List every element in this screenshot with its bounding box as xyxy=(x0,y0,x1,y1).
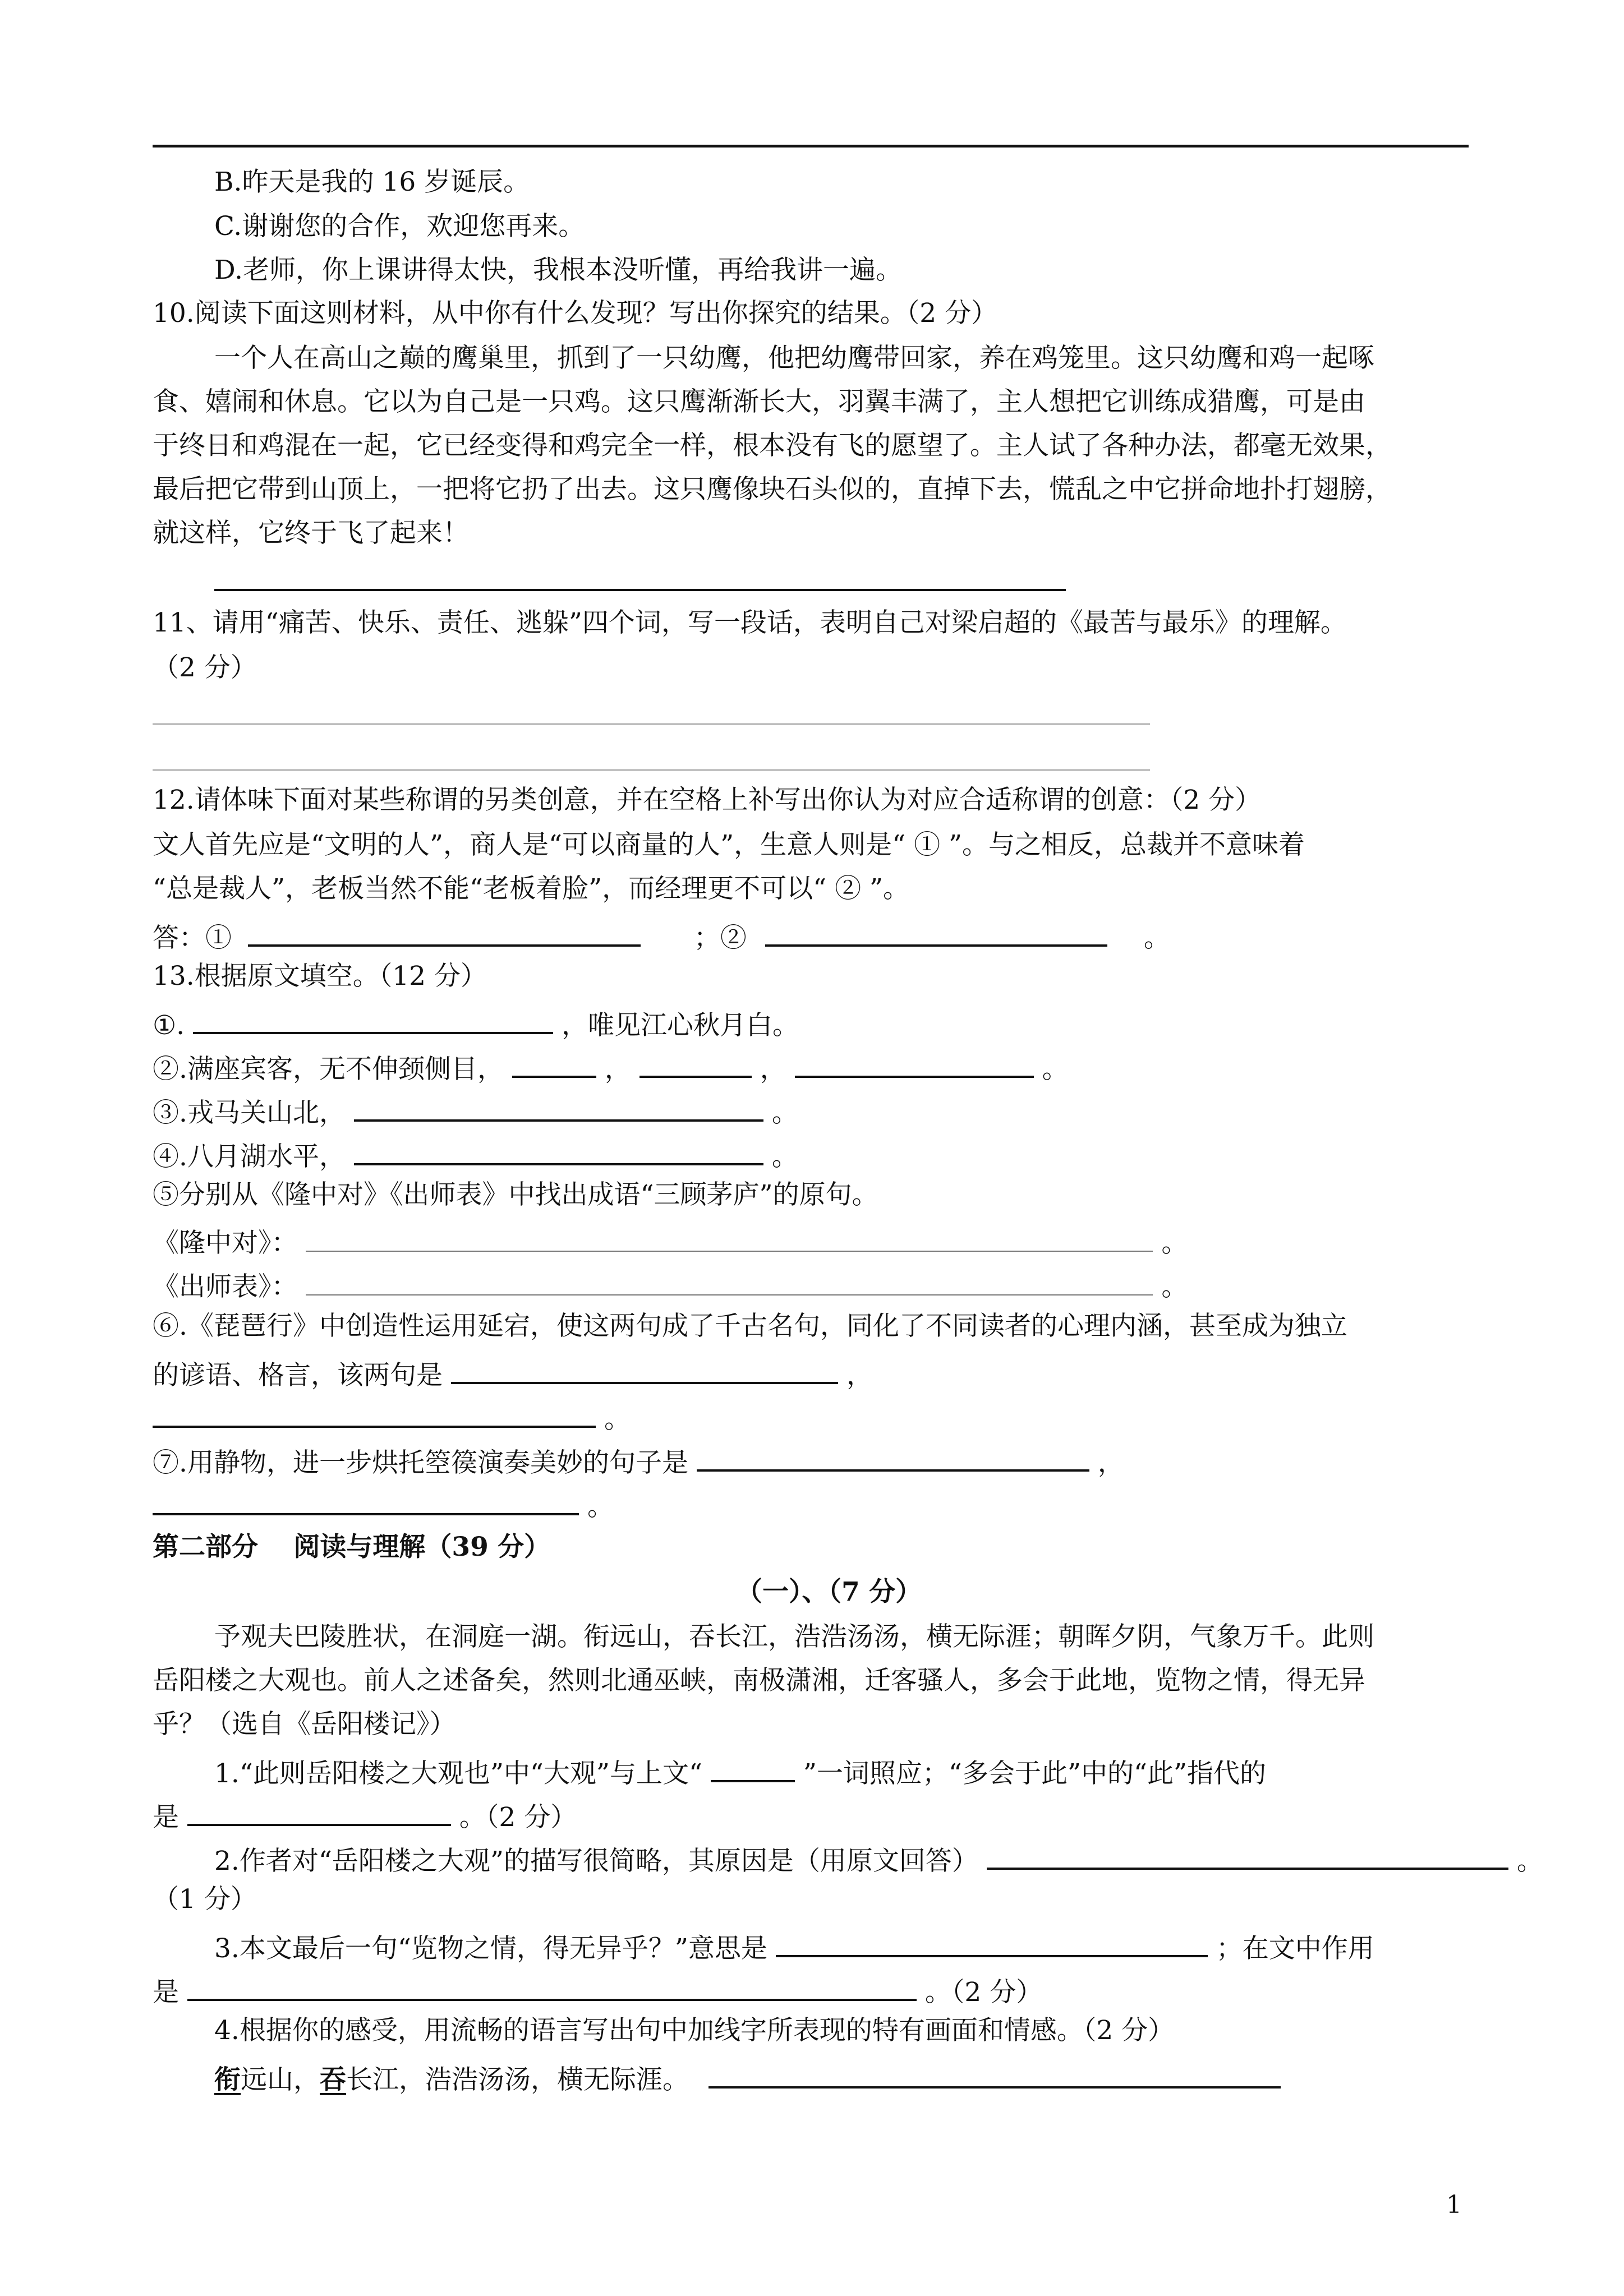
q13-blank-6a[interactable] xyxy=(451,1354,838,1384)
s3-blank-1[interactable] xyxy=(776,1927,1208,1957)
q13-item-1-suffix: ，唯见江心秋月白。 xyxy=(561,1010,799,1041)
q12-blank-1[interactable] xyxy=(248,916,641,947)
q13-item-6-end: 。 xyxy=(604,1404,631,1435)
s2-line-2: （1 分） xyxy=(153,1884,257,1915)
s3-line-2-a: 是 xyxy=(153,1977,179,2008)
q13-item-5: ⑤分别从《隆中对》《出师表》中找出成语“三顾茅庐”的原句。 xyxy=(153,1179,878,1210)
s1-blank-2[interactable] xyxy=(187,1796,451,1826)
s1-line-1-b: ”一词照应；“多会于此”中的“此”指代的 xyxy=(803,1758,1267,1789)
q12-line-1: 文人首先应是“文明的人”，商人是“可以商量的人”，生意人则是“ ① ”。与之相反，总裁并不意味着 xyxy=(153,829,1305,860)
q13-item-2-sep-1: ， xyxy=(604,1054,631,1085)
s2-line-1-end: 。 xyxy=(1516,1846,1543,1877)
s3-line-1-a: 3.本文最后一句“览物之情，得无异乎？”意思是 xyxy=(214,1933,767,1964)
q13-item-4-prefix: ④.八月湖水平， xyxy=(153,1141,346,1172)
q13-item-5a xyxy=(153,1223,1188,1260)
q13-item-5a-end: 。 xyxy=(1161,1228,1188,1258)
q13-item-2-end: 。 xyxy=(1042,1054,1069,1085)
q13-item-2-sep-2: ， xyxy=(760,1054,786,1085)
s4-blank[interactable] xyxy=(709,2058,1281,2088)
q13-blank-7a[interactable] xyxy=(697,1441,1089,1472)
q10-line-4: 最后把它带到山顶上，一把将它扔了出去。这只鹰像块石头似的，直掉下去，慌乱之中它拼命地扑打翅膀， xyxy=(153,474,1392,505)
s1-line-2-b: 。（2 分） xyxy=(459,1802,577,1833)
q13-blank-2b[interactable] xyxy=(640,1048,752,1078)
q13-item-7-line-2 xyxy=(153,1485,614,1523)
q13-item-7 xyxy=(153,1441,1124,1479)
s2-line-1-text: 2.作者对“岳阳楼之大观”的描写很简略，其原因是（用原文回答） xyxy=(214,1846,978,1877)
q13-item-1 xyxy=(153,1004,799,1042)
passage-line-2: 岳阳楼之大观也。前人之述备矣，然则北通巫峡，南极潇湘，迁客骚人，多会于此地，览物之情，得无异 xyxy=(153,1665,1365,1696)
q12-line-2: “总是裁人”，老板当然不能“老板着脸”，而经理更不可以“ ② ”。 xyxy=(153,873,910,904)
q13-item-7-prefix: ⑦.用静物，进一步烘托箜篌演奏美妙的句子是 xyxy=(153,1447,688,1478)
q13-item-4-end: 。 xyxy=(771,1141,798,1172)
q13-blank-2c[interactable] xyxy=(795,1048,1034,1078)
q10-line-1: 一个人在高山之巅的鹰巢里，抓到了一只幼鹰，他把幼鹰带回家，养在鸡笼里。这只幼鹰和鸡一起啄 xyxy=(214,343,1374,374)
q10-line-5: 就这样，它终于飞了起来！ xyxy=(153,518,469,548)
s3-line-2-b: 。（2 分） xyxy=(924,1977,1043,2008)
q13-item-5a-label: 《隆中对》： xyxy=(153,1228,298,1258)
section-1-title: （一）、（7 分） xyxy=(736,1576,922,1607)
q11-stem: 11、请用“痛苦、快乐、责任、逃躲”四个词，写一段话，表明自己对梁启超的《最苦与最乐》的理解。 xyxy=(153,607,1347,638)
s4-text-1: 远山， xyxy=(241,2064,320,2095)
s2-line-1 xyxy=(214,1839,1543,1878)
s4-sentence xyxy=(214,2058,1281,2096)
q10-stem: 10.阅读下面这则材料，从中你有什么发现？写出你探究的结果。（2 分） xyxy=(153,298,998,329)
q13-item-1-prefix: ①. xyxy=(153,1010,185,1041)
s3-blank-2[interactable] xyxy=(187,1971,917,2001)
page-number: 1 xyxy=(1446,2191,1462,2219)
s3-line-2 xyxy=(153,1971,1042,2009)
q10-line-2: 食、嬉闹和休息。它以为自己是一只鸡。这只鹰渐渐长大，羽翼丰满了，主人想把它训练成猎鹰，可是由 xyxy=(153,386,1365,417)
s2-blank[interactable] xyxy=(987,1839,1508,1870)
q13-blank-5a[interactable] xyxy=(306,1223,1153,1252)
q13-item-6-line-1: ⑥.《琵琶行》中创造性运用延宕，使这两句成了千古名句，同化了不同读者的心理内涵，甚至成为独立 xyxy=(153,1311,1347,1341)
q13-blank-7b[interactable] xyxy=(153,1485,579,1515)
q13-item-6-sep: ， xyxy=(846,1360,873,1391)
q12-answer-mid: ；② xyxy=(693,923,747,953)
q12-blank-2[interactable] xyxy=(765,916,1107,947)
s1-line-2 xyxy=(153,1796,577,1834)
q13-item-5b-end: 。 xyxy=(1161,1271,1188,1302)
s1-line-1-a: 1.“此则岳阳楼之大观也”中“大观”与上文“ xyxy=(214,1758,702,1789)
q13-item-7-sep: ， xyxy=(1097,1447,1124,1478)
q13-blank-5b[interactable] xyxy=(306,1266,1153,1295)
s3-line-1 xyxy=(214,1927,1374,1965)
passage-line-1: 予观夫巴陵胜状，在洞庭一湖。衔远山，吞长江，浩浩汤汤，横无际涯；朝晖夕阴，气象万千。此则 xyxy=(214,1621,1374,1652)
q13-blank-6b[interactable] xyxy=(153,1398,596,1428)
s1-line-1 xyxy=(214,1752,1266,1790)
passage-line-3: 乎？（选自《岳阳楼记》） xyxy=(153,1709,456,1740)
q13-item-6-prefix: 的谚语、格言，该两句是 xyxy=(153,1360,443,1391)
q13-blank-3[interactable] xyxy=(354,1091,763,1122)
q12-answer-end: 。 xyxy=(1143,923,1170,953)
q10-answer-line[interactable] xyxy=(214,589,1066,591)
q13-item-7-end: 。 xyxy=(587,1491,614,1522)
q13-stem: 13.根据原文填空。（12 分） xyxy=(153,961,487,992)
s4-underlined-1: 衔 xyxy=(214,2064,241,2095)
q13-item-2-prefix: ②.满座宾客，无不伸颈侧目， xyxy=(153,1054,504,1085)
q13-item-3-end: 。 xyxy=(771,1098,798,1128)
q13-item-5b xyxy=(153,1266,1188,1303)
q9-option-d: D.老师，你上课讲得太快，我根本没听懂，再给我讲一遍。 xyxy=(214,255,902,285)
q12-answer-row xyxy=(153,916,1170,955)
q9-option-b: B.昨天是我的 16 岁诞辰。 xyxy=(214,167,530,197)
q11-answer-line-2[interactable] xyxy=(153,769,1150,771)
s4-underlined-2: 吞 xyxy=(320,2064,346,2095)
part2-title: 第二部分 阅读与理解（39 分） xyxy=(153,1532,551,1562)
q13-blank-2a[interactable] xyxy=(512,1048,596,1078)
q12-answer-prefix: 答：① xyxy=(153,923,232,953)
q13-blank-1[interactable] xyxy=(193,1004,553,1034)
q11-answer-line-1[interactable] xyxy=(153,723,1150,725)
s4-stem: 4.根据你的感受，用流畅的语言写出句中加线字所表现的特有画面和情感。（2 分） xyxy=(214,2015,1175,2046)
q13-item-6-line-2 xyxy=(153,1354,873,1392)
q13-blank-4[interactable] xyxy=(354,1135,763,1165)
s3-line-1-b: ；在文中作用 xyxy=(1216,1933,1374,1964)
q13-item-4 xyxy=(153,1135,798,1173)
s1-blank-1[interactable] xyxy=(711,1752,795,1782)
q13-item-5b-label: 《出师表》： xyxy=(153,1271,298,1302)
q13-item-3-prefix: ③.戎马关山北， xyxy=(153,1098,346,1128)
q9-option-c: C.谢谢您的合作，欢迎您再来。 xyxy=(214,211,585,242)
q13-item-6-line-3 xyxy=(153,1398,631,1436)
s1-line-2-a: 是 xyxy=(153,1802,179,1833)
q10-line-3: 于终日和鸡混在一起，它已经变得和鸡完全一样，根本没有飞的愿望了。主人试了各种办法，都毫无效果， xyxy=(153,430,1392,461)
s4-text-2: 长江，浩浩汤汤，横无际涯。 xyxy=(346,2064,689,2095)
q11-points: （2 分） xyxy=(153,652,257,683)
q13-item-2 xyxy=(153,1048,1069,1086)
q13-item-3 xyxy=(153,1091,798,1129)
header-rule xyxy=(153,145,1469,147)
q12-stem: 12.请体味下面对某些称谓的另类创意，并在空格上补写出你认为对应合适称谓的创意：（2 分） xyxy=(153,785,1262,815)
